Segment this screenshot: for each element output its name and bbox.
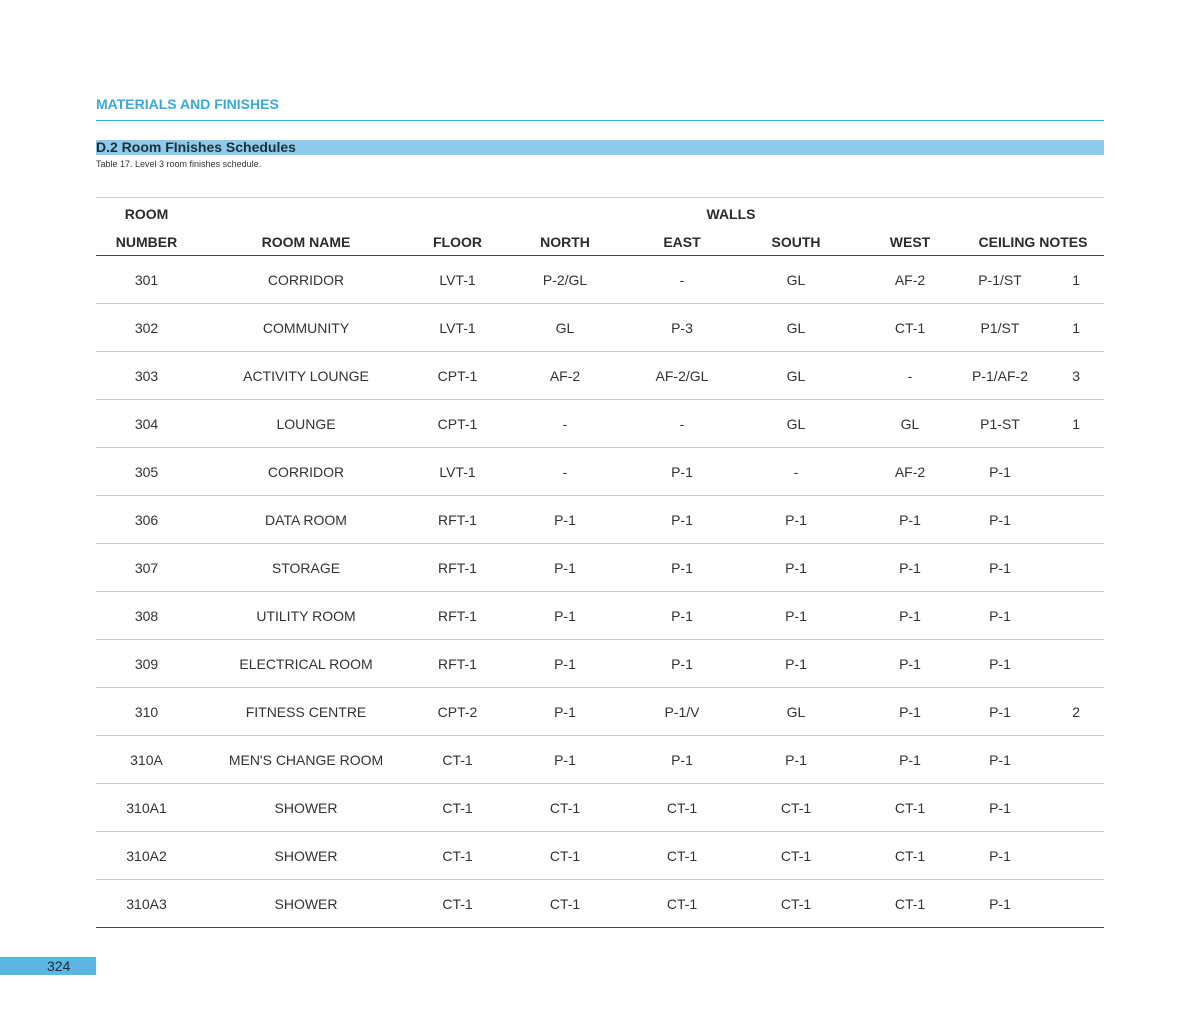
table-row <box>96 832 1104 880</box>
cell-floor: RFT-1 <box>415 640 500 688</box>
cell-south: CT-1 <box>734 784 858 832</box>
cell-number: 306 <box>96 496 197 544</box>
cell-notes: 3 <box>1072 367 1080 384</box>
cell-south: P-1 <box>734 736 858 784</box>
cell-ceiling-notes <box>962 304 1104 352</box>
cell-ceiling: P-1 <box>989 895 1011 912</box>
cell-name: LOUNGE <box>197 400 415 448</box>
cell-ceiling-notes <box>962 544 1104 592</box>
cell-east: P-1 <box>630 496 734 544</box>
cell-ceiling-notes <box>962 832 1104 880</box>
cell-south: P-1 <box>734 592 858 640</box>
cell-south: GL <box>734 688 858 736</box>
cell-south: CT-1 <box>734 880 858 928</box>
table-row <box>96 544 1104 592</box>
table-row <box>96 784 1104 832</box>
cell-floor: CT-1 <box>415 736 500 784</box>
table-row <box>96 640 1104 688</box>
cell-floor: CPT-1 <box>415 352 500 400</box>
cell-east: AF-2/GL <box>630 352 734 400</box>
cell-notes: 1 <box>1072 415 1080 432</box>
table-caption: Table 17. Level 3 room finishes schedule. <box>96 159 262 169</box>
cell-east: - <box>630 256 734 304</box>
cell-ceiling: P-1 <box>989 655 1011 672</box>
cell-east: P-1/V <box>630 688 734 736</box>
cell-east: CT-1 <box>630 784 734 832</box>
cell-east: P-1 <box>630 640 734 688</box>
table-header-row-2 <box>96 229 1104 256</box>
cell-north: P-1 <box>500 736 630 784</box>
header-floor: FLOOR <box>415 229 500 256</box>
cell-west: AF-2 <box>858 448 962 496</box>
cell-west: CT-1 <box>858 304 962 352</box>
cell-north: CT-1 <box>500 784 630 832</box>
page-number: 324 <box>47 958 71 974</box>
room-finishes-table <box>96 198 1104 928</box>
cell-number: 304 <box>96 400 197 448</box>
table-body <box>96 256 1104 928</box>
cell-west: P-1 <box>858 736 962 784</box>
cell-ceiling: P-1/AF-2 <box>971 367 1028 384</box>
cell-notes: 1 <box>1072 271 1080 288</box>
cell-ceiling-notes <box>962 784 1104 832</box>
cell-name: STORAGE <box>197 544 415 592</box>
cell-south: GL <box>734 256 858 304</box>
cell-number: 302 <box>96 304 197 352</box>
cell-number: 305 <box>96 448 197 496</box>
cell-west: - <box>858 352 962 400</box>
cell-number: 301 <box>96 256 197 304</box>
cell-ceiling-notes <box>962 592 1104 640</box>
cell-south: CT-1 <box>734 832 858 880</box>
cell-west: P-1 <box>858 688 962 736</box>
table-row <box>96 352 1104 400</box>
cell-ceiling: P-1 <box>989 607 1011 624</box>
cell-name: UTILITY ROOM <box>197 592 415 640</box>
cell-south: GL <box>734 400 858 448</box>
cell-floor: CT-1 <box>415 784 500 832</box>
cell-south: - <box>734 448 858 496</box>
cell-floor: CT-1 <box>415 880 500 928</box>
cell-name: SHOWER <box>197 784 415 832</box>
cell-east: - <box>630 400 734 448</box>
cell-west: P-1 <box>858 496 962 544</box>
cell-name: SHOWER <box>197 832 415 880</box>
cell-south: GL <box>734 352 858 400</box>
cell-ceiling: P-1 <box>989 847 1011 864</box>
cell-number: 308 <box>96 592 197 640</box>
cell-floor: CPT-1 <box>415 400 500 448</box>
cell-ceiling-notes <box>962 688 1104 736</box>
cell-west: GL <box>858 400 962 448</box>
cell-west: P-1 <box>858 592 962 640</box>
cell-west: P-1 <box>858 640 962 688</box>
cell-north: CT-1 <box>500 832 630 880</box>
cell-south: GL <box>734 304 858 352</box>
cell-number: 310 <box>96 688 197 736</box>
cell-floor: RFT-1 <box>415 544 500 592</box>
cell-floor: LVT-1 <box>415 304 500 352</box>
cell-south: P-1 <box>734 544 858 592</box>
cell-north: P-1 <box>500 496 630 544</box>
table-row <box>96 688 1104 736</box>
cell-north: P-1 <box>500 688 630 736</box>
cell-notes: 1 <box>1072 319 1080 336</box>
cell-north: P-1 <box>500 592 630 640</box>
table-row <box>96 256 1104 304</box>
cell-ceiling: P-1 <box>989 511 1011 528</box>
section-divider <box>96 120 1104 121</box>
cell-east: CT-1 <box>630 880 734 928</box>
cell-east: P-3 <box>630 304 734 352</box>
cell-ceiling: P-1 <box>989 703 1011 720</box>
cell-ceiling: P-1 <box>989 463 1011 480</box>
table-row <box>96 400 1104 448</box>
cell-east: CT-1 <box>630 832 734 880</box>
cell-ceiling-notes <box>962 496 1104 544</box>
cell-name: CORRIDOR <box>197 256 415 304</box>
cell-north: P-1 <box>500 544 630 592</box>
cell-east: P-1 <box>630 592 734 640</box>
cell-floor: LVT-1 <box>415 256 500 304</box>
cell-ceiling: P-1/ST <box>978 271 1022 288</box>
cell-floor: RFT-1 <box>415 496 500 544</box>
cell-name: SHOWER <box>197 880 415 928</box>
cell-north: GL <box>500 304 630 352</box>
cell-name: ACTIVITY LOUNGE <box>197 352 415 400</box>
cell-number: 303 <box>96 352 197 400</box>
cell-notes: 2 <box>1072 703 1080 720</box>
cell-north: - <box>500 400 630 448</box>
table-row <box>96 592 1104 640</box>
cell-number: 310A <box>96 736 197 784</box>
cell-north: P-1 <box>500 640 630 688</box>
cell-north: P-2/GL <box>500 256 630 304</box>
cell-floor: CPT-2 <box>415 688 500 736</box>
cell-west: AF-2 <box>858 256 962 304</box>
header-room-number-line1: ROOM <box>124 205 169 222</box>
cell-east: P-1 <box>630 448 734 496</box>
cell-ceiling: P-1 <box>989 751 1011 768</box>
cell-ceiling-notes <box>962 448 1104 496</box>
cell-ceiling-notes <box>962 736 1104 784</box>
cell-floor: LVT-1 <box>415 448 500 496</box>
table-row <box>96 736 1104 784</box>
cell-south: P-1 <box>734 640 858 688</box>
table-row <box>96 880 1104 928</box>
cell-west: CT-1 <box>858 784 962 832</box>
header-west: WEST <box>858 229 962 256</box>
cell-north: AF-2 <box>500 352 630 400</box>
cell-number: 307 <box>96 544 197 592</box>
cell-ceiling-notes <box>962 640 1104 688</box>
cell-name: ELECTRICAL ROOM <box>197 640 415 688</box>
cell-name: FITNESS CENTRE <box>197 688 415 736</box>
cell-east: P-1 <box>630 736 734 784</box>
cell-name: MEN'S CHANGE ROOM <box>197 736 415 784</box>
header-east: EAST <box>630 229 734 256</box>
cell-number: 310A3 <box>96 880 197 928</box>
cell-number: 309 <box>96 640 197 688</box>
cell-ceiling: P-1 <box>989 559 1011 576</box>
header-blank <box>197 198 415 229</box>
cell-floor: RFT-1 <box>415 592 500 640</box>
cell-south: P-1 <box>734 496 858 544</box>
table-row <box>96 496 1104 544</box>
header-room-number-line2: NUMBER <box>96 229 197 256</box>
header-ceiling-notes: CEILING NOTES <box>962 229 1104 256</box>
cell-north: CT-1 <box>500 880 630 928</box>
cell-ceiling: P-1 <box>989 799 1011 816</box>
header-blank <box>962 198 1104 229</box>
cell-floor: CT-1 <box>415 832 500 880</box>
cell-name: DATA ROOM <box>197 496 415 544</box>
cell-ceiling: P1-ST <box>980 415 1020 432</box>
cell-ceiling: P1/ST <box>980 319 1020 336</box>
cell-name: CORRIDOR <box>197 448 415 496</box>
header-room-name: ROOM NAME <box>197 229 415 256</box>
cell-ceiling-notes <box>962 352 1104 400</box>
header-blank <box>415 198 500 229</box>
header-walls-group: WALLS <box>706 205 756 222</box>
cell-ceiling-notes <box>962 880 1104 928</box>
cell-ceiling-notes <box>962 256 1104 304</box>
table-header-row-1 <box>96 198 1104 229</box>
header-north: NORTH <box>500 229 630 256</box>
cell-west: CT-1 <box>858 832 962 880</box>
table-row <box>96 304 1104 352</box>
cell-number: 310A2 <box>96 832 197 880</box>
cell-name: COMMUNITY <box>197 304 415 352</box>
table-row <box>96 448 1104 496</box>
cell-west: CT-1 <box>858 880 962 928</box>
cell-ceiling-notes <box>962 400 1104 448</box>
header-south: SOUTH <box>734 229 858 256</box>
cell-east: P-1 <box>630 544 734 592</box>
cell-number: 310A1 <box>96 784 197 832</box>
cell-west: P-1 <box>858 544 962 592</box>
subheading: D.2 Room FInishes Schedules <box>96 139 296 155</box>
cell-north: - <box>500 448 630 496</box>
section-title: MATERIALS AND FINISHES <box>96 96 279 112</box>
